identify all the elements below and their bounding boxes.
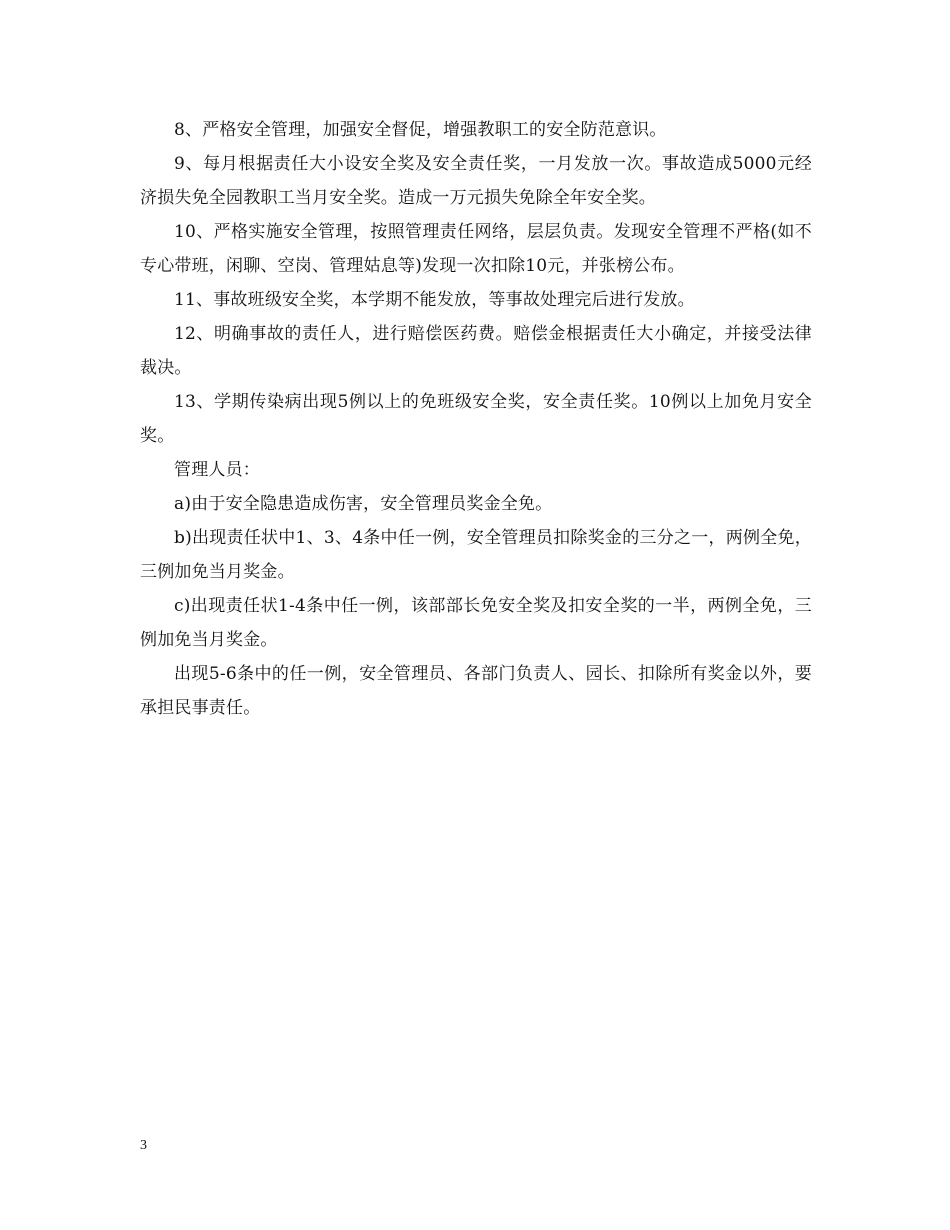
paragraph-item-13: 13、学期传染病出现5例以上的免班级安全奖，安全责任奖。10例以上加免月安全奖。 [140,392,812,446]
paragraph-item-12: 12、明确事故的责任人，进行赔偿医药费。赔偿金根据责任大小确定，并接受法律裁决。 [140,324,812,378]
paragraph-item-10: 10、严格实施安全管理，按照管理责任网络，层层负责。发现安全管理不严格(如不专心带班，闲聊、空岗、管理姑息等)发现一次扣除10元，并张榜公布。 [140,222,812,276]
page-number: 3 [140,1138,147,1153]
paragraph-item-11: 11、事故班级安全奖，本学期不能发放，等事故处理完后进行发放。 [174,290,695,310]
document-body [140,113,812,725]
paragraph-item-9: 9、每月根据责任大小设安全奖及安全责任奖，一月发放一次。事故造成5000元经济损失免全园教职工当月安全奖。造成一万元损失免除全年安全奖。 [140,154,812,208]
paragraph-item-8: 8、严格安全管理，加强安全督促，增强教职工的安全防范意识。 [174,120,667,140]
section-heading-managers: 管理人员： [174,460,260,480]
paragraph-item-c: c)出现责任状1-4条中任一例，该部部长免安全奖及扣安全奖的一半，两例全免，三例加免当月奖金。 [140,596,812,650]
paragraph-civil-liability: 出现5-6条中的任一例，安全管理员、各部门负责人、园长、扣除所有奖金以外，要承担民事责任。 [140,664,812,718]
paragraph-item-b: b)出现责任状中1、3、4条中任一例，安全管理员扣除奖金的三分之一，两例全免，三例加免当月奖金。 [140,528,812,582]
paragraph-item-a: a)由于安全隐患造成伤害，安全管理员奖金全免。 [174,494,553,514]
